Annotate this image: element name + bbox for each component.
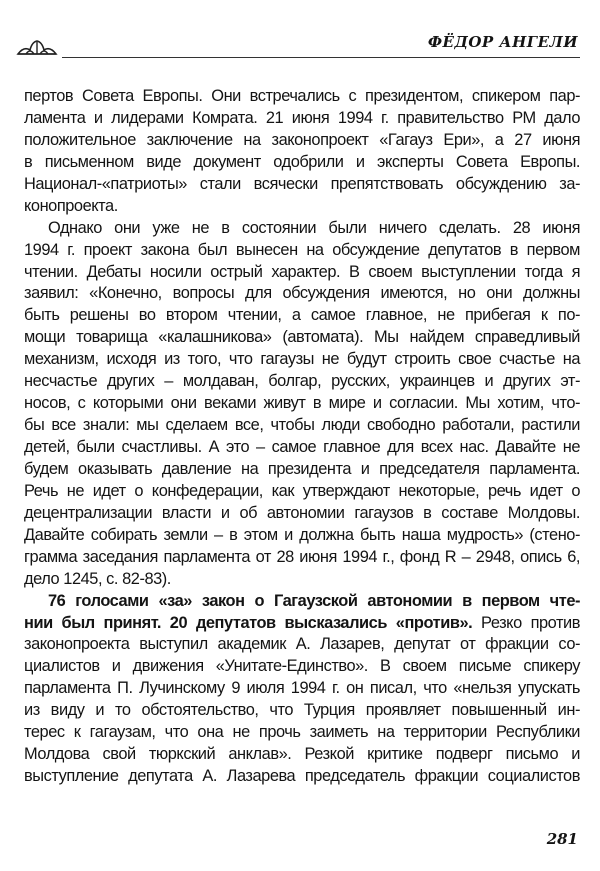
- line-text: парламента П. Лучинскому 9 июля 1994 г. он писал, что «нельзя упускать: [24, 679, 580, 698]
- text-line: [24, 262, 580, 284]
- text-line: [24, 547, 580, 569]
- text-line: [24, 656, 580, 678]
- text-line: [24, 503, 580, 525]
- text-line: [24, 634, 580, 656]
- line-text: 1994 г. проект закона был вынесен на обсуждение депутатов в первом: [24, 240, 580, 259]
- line-text: несчастье других – молдаван, болгар, русских, украинцев и других эт-: [24, 372, 580, 391]
- text-line: [24, 678, 580, 700]
- line-text: пертов Совета Европы. Они встречались с президентом, спикером пар-: [24, 87, 580, 105]
- line-text: механизм, исходя из того, что гагаузы не будут строить свое счастье на: [24, 350, 580, 369]
- bold-text: 76 голосами «за» закон о Гагаузской автономии в первом чте-: [48, 591, 580, 610]
- line-text: детей, были счастливы. А это – самое главное для всех нас. Давайте не: [24, 438, 580, 456]
- text-line: [24, 327, 580, 349]
- text-line: [24, 218, 580, 240]
- header-rule: [62, 57, 580, 58]
- line-text: децентрализации власти и об автономии гагаузов в составе Молдовы.: [24, 503, 580, 522]
- text-line: [24, 108, 580, 130]
- text-line: [24, 744, 580, 766]
- line-text: законопроекта выступил академик А. Лазарев, депутат от фракции со-: [24, 635, 580, 654]
- line-text: носов, с которыми они веками живут в мире и согласии. Мы хотим, что-: [24, 394, 580, 413]
- line-text: в письменном виде документ одобрили и эксперты Совета Европы.: [24, 152, 580, 171]
- text-line: [24, 174, 580, 196]
- line-text: чтении. Дебаты носили острый характер. В своем выступлении тогда я: [24, 262, 580, 281]
- text-line: [24, 305, 580, 327]
- line-text: дело 1245, с. 82-83).: [24, 569, 171, 588]
- line-text: быть решены во втором чтении, а самое главное, не прибегая к по-: [24, 306, 580, 325]
- line-text: Молдова свой тюркский анклав». Резкой критике подверг письмо и: [24, 745, 580, 764]
- text-line: [24, 591, 580, 613]
- text-line: [24, 283, 580, 305]
- text-line: [24, 766, 580, 788]
- text-line: [24, 569, 580, 591]
- line-text: циалистов и движения «Унитате-Единство». В своем письме спикеру: [24, 657, 580, 676]
- text-line: [24, 349, 580, 371]
- line-text: конопроекта.: [24, 196, 118, 215]
- text-line: [24, 722, 580, 744]
- text-line: [24, 86, 580, 108]
- text-line: [24, 459, 580, 481]
- text-line: [24, 415, 580, 437]
- text-line: [24, 130, 580, 152]
- line-text: выступление депутата А. Лазарева председатель фракции социалистов: [24, 767, 580, 786]
- text-line: [24, 613, 580, 635]
- line-text: будем оказывать давление на президента и председателя парламента.: [24, 459, 580, 478]
- line-text: из виду и то обстоятельство, что Турция проявляет повышенный ин-: [24, 701, 580, 720]
- line-text: терес к гагаузам, что она не прочь заиметь на территории Республики: [24, 723, 580, 742]
- line-text: Давайте собирать земли – в этом и должна быть наша мудрость» (стено-: [24, 525, 580, 544]
- line-text: заявил: «Конечно, вопросы для обсуждения имеются, но они должны: [24, 284, 580, 303]
- text-line: [24, 393, 580, 415]
- line-text: бы все знали: мы сделаем все, чтобы люди свободно работали, растили: [24, 416, 580, 435]
- text-line: [24, 700, 580, 722]
- line-text: положительное заключение на законопроект «Гагауз Ери», а 27 июня: [24, 130, 580, 149]
- line-text: ламента и лидерами Комрата. 21 июня 1994 г. правительство РМ дало: [24, 108, 580, 127]
- ornament-icon: [16, 38, 58, 58]
- line-text: мощи товарища «калашникова» (автомата). Мы найдем справедливый: [24, 328, 580, 347]
- running-title: ФЁДОР АНГЕЛИ: [427, 33, 578, 51]
- line-text: Национал-«патриоты» стали всячески препятствовать обсуждению за-: [24, 174, 580, 193]
- body-text: [24, 86, 580, 788]
- text-line: [24, 371, 580, 393]
- text-line: [24, 196, 580, 218]
- line-text: Речь не идет о конфедерации, как утверждают некоторые, речь идет о: [24, 481, 580, 500]
- page-number: 281: [546, 830, 578, 848]
- text-line: [24, 437, 580, 459]
- bold-text: нии был принят. 20 депутатов высказались «против».: [24, 613, 473, 632]
- text-line: [24, 481, 580, 503]
- text-line: [24, 240, 580, 262]
- line-text: Резко против: [472, 613, 580, 632]
- line-text: грамма заседания парламента от 28 июня 1994 г., фонд R – 2948, опись 6,: [24, 547, 580, 566]
- text-line: [24, 152, 580, 174]
- text-line: [24, 525, 580, 547]
- line-text: Однако они уже не в состоянии были ничего сделать. 28 июня: [48, 218, 580, 237]
